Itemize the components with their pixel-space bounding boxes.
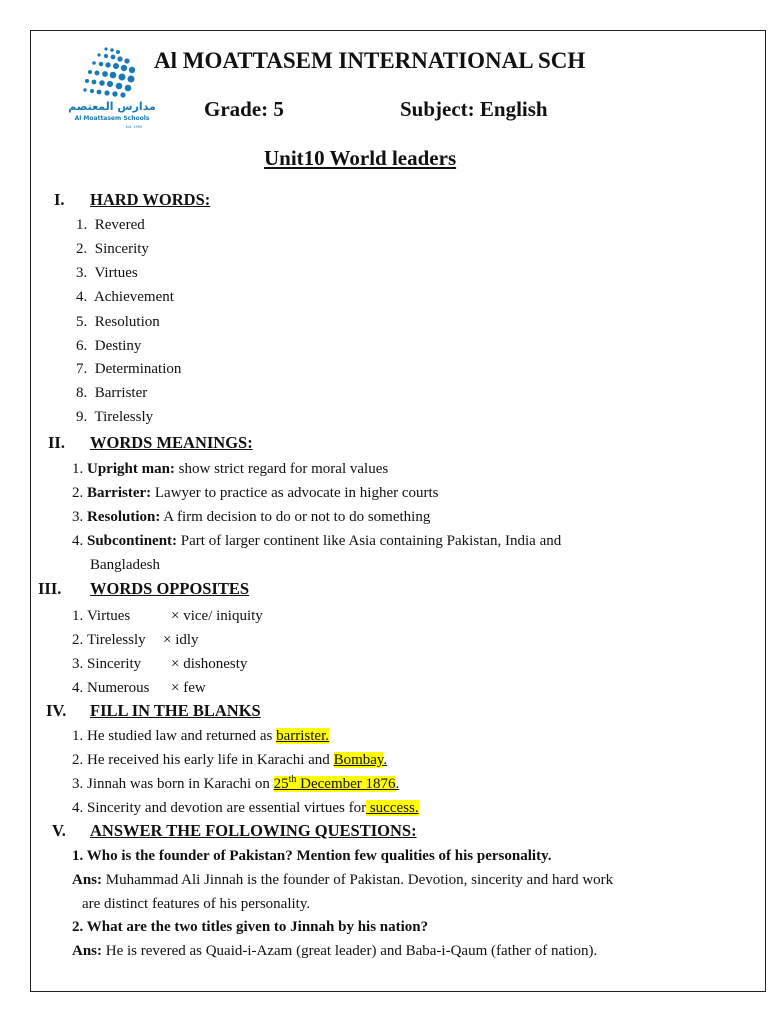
answer-2: Ans: He is revered as Quaid-i-Azam (great leader) and Baba-i-Qaum (father of nation). [72,943,598,959]
answer-1: Ans: Muhammad Ali Jinnah is the founder of Pakistan. Devotion, sincerity and hard work [72,872,614,888]
section-opposites-heading [38,580,338,600]
list-item: 2. He received his early life in Karachi and Bombay. [72,752,388,768]
list-item: 4. Sincerity and devotion are essential virtues for success. [72,800,419,816]
section-title: HARD WORDS: [90,190,211,209]
list-item: 2. Tirelessly × idly [72,632,199,648]
grade-label: Grade: 5 [204,97,284,121]
section-questions-heading [52,822,472,842]
section-title: ANSWER THE FOLLOWING QUESTIONS: [90,821,417,840]
list-item: 8. Barrister [76,385,148,401]
list-item: 1. Virtues × vice/ iniquity [72,608,263,624]
section-number: IV. [46,701,67,720]
list-item: 3. Virtues [76,265,138,281]
section-number: II. [48,433,65,452]
list-item: 4. Achievement [76,289,174,305]
list-item: 3. Jinnah was born in Karachi on 25th December 1876. [72,774,400,792]
list-item: 1. Upright man: show strict regard for moral values [72,461,389,477]
list-item-continuation: Bangladesh [90,557,160,573]
list-item: 1. Revered [76,217,145,233]
highlighted-answer: barrister. [276,728,330,744]
answer-1-continuation: are distinct features of his personality. [82,896,311,912]
highlighted-answer: Bombay [333,752,384,768]
list-item: 4. Numerous × few [72,680,206,696]
list-item: 2. Sincerity [76,241,149,257]
list-item: 2. Barrister: Lawyer to practice as advocate in higher courts [72,485,439,501]
list-item: 6. Destiny [76,338,142,354]
subject-label: Subject: English [400,97,548,121]
list-item: 4. Subcontinent: Part of larger continent like Asia containing Pakistan, India and [72,533,562,549]
highlighted-answer: success. [366,800,419,816]
logo-small-text: est. 1995 [125,125,143,129]
list-item: 7. Determination [76,361,182,377]
section-title: FILL IN THE BLANKS [90,701,261,720]
section-title: WORDS MEANINGS: [90,433,253,452]
section-title: WORDS OPPOSITES [90,579,250,598]
logo-arabic-text: مدارس المعتصم [68,100,156,113]
list-item: 5. Resolution [76,314,160,330]
list-item: 9. Tirelessly [76,409,154,425]
school-name: Al MOATTASEM INTERNATIONAL SCH [154,48,586,73]
question-2: 2. What are the two titles given to Jinnah by his nation? [72,919,429,935]
section-number: V. [52,821,66,840]
section-number: III. [38,579,62,598]
section-hard-words-heading [54,191,354,211]
list-item: 3. Sincerity × dishonesty [72,656,248,672]
list-item: 1. He studied law and returned as barrister. [72,728,330,744]
question-1: 1. Who is the founder of Pakistan? Mention few qualities of his personality. [72,848,552,864]
unit-title: Unit10 World leaders [264,146,457,170]
logo-english-text: Al Moattasem Schools [74,115,150,122]
section-meanings-heading [48,434,348,454]
section-blanks-heading [46,702,346,722]
section-number: I. [54,190,65,209]
school-logo [68,44,156,130]
highlighted-answer: 25th December 1876 [273,774,396,792]
list-item: 3. Resolution: A firm decision to do or not to do something [72,509,431,525]
